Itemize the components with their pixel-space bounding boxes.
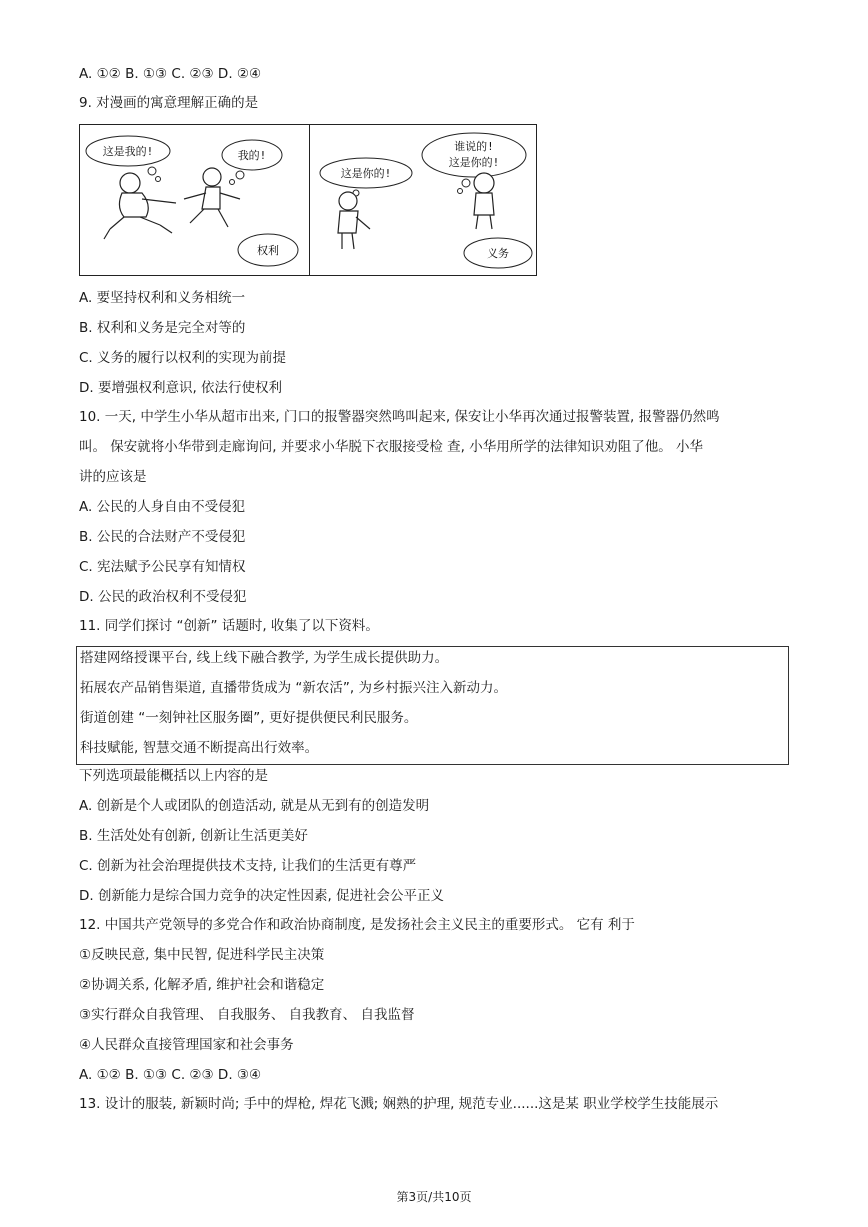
right-bubble-2-line1: 谁说的! [454, 140, 494, 153]
q10-option-b: B. 公民的合法财产不受侵犯 [79, 529, 246, 545]
page-footer: 第3页/共10页 [396, 1190, 472, 1204]
q11-option-d: D. 创新能力是综合国力竞争的决定性因素, 促进社会公平正义 [79, 888, 445, 904]
q9-comic [79, 124, 537, 276]
q10-option-c: C. 宪法赋予公民享有知情权 [79, 559, 246, 575]
q13-stem: 13. 设计的服装, 新颖时尚; 手中的焊枪, 焊花飞溅; 娴熟的护理, 规范专业......这是某 职业学校学生技能展示 [79, 1096, 719, 1112]
q9-option-b: B. 权利和义务是完全对等的 [79, 320, 246, 336]
q12-item-4: ④人民群众直接管理国家和社会事务 [79, 1037, 294, 1053]
q11-material-1: 搭建网络授课平台, 线上线下融合教学, 为学生成长提供助力。 [80, 650, 449, 666]
right-bubble-2-line2: 这是你的! [448, 156, 500, 169]
q11-material-3: 街道创建 “一刻钟社区服务圈”, 更好提供便民利民服务。 [80, 710, 418, 726]
figure-right-standing-2 [474, 173, 494, 229]
q10-stem-line-1: 10. 一天, 中学生小华从超市出来, 门口的报警器突然鸣叫起来, 保安让小华再次通过报警装置, 报警器仍然鸣 [79, 409, 720, 425]
q9-stem: 9. 对漫画的寓意理解正确的是 [79, 95, 259, 111]
q9-option-a: A. 要坚持权利和义务相统一 [79, 290, 246, 306]
q11-option-b: B. 生活处处有创新, 创新让生活更美好 [79, 828, 308, 844]
q11-material-2: 拓展农产品销售渠道, 直播带货成为 “新农活”, 为乡村振兴注入新动力。 [80, 680, 507, 696]
q12-item-2: ②协调关系, 化解矛盾, 维护社会和谐稳定 [79, 977, 325, 993]
q11-materials-box [76, 646, 789, 765]
figure-left-runner-2 [184, 168, 240, 227]
q9-option-c: C. 义务的履行以权利的实现为前提 [79, 350, 287, 366]
q11-stem: 11. 同学们探讨 “创新” 话题时, 收集了以下资料。 [79, 618, 379, 634]
q12-item-3: ③实行群众自我管理、 自我服务、 自我教育、 自我监督 [79, 1007, 415, 1023]
figure-right-standing-1 [338, 192, 370, 249]
q10-option-a: A. 公民的人身自由不受侵犯 [79, 499, 246, 515]
right-panel-label: 义务 [487, 247, 509, 260]
q10-stem-line-3: 讲的应该是 [79, 469, 147, 485]
comic-drawing [80, 125, 536, 275]
left-bubble-1-text: 这是我的! [102, 145, 154, 158]
q11-option-a: A. 创新是个人或团队的创造活动, 就是从无到有的创造发明 [79, 798, 430, 814]
q10-option-d: D. 公民的政治权利不受侵犯 [79, 589, 247, 605]
right-bubble-1-text: 这是你的! [340, 167, 392, 180]
q11-option-c: C. 创新为社会治理提供技术支持, 让我们的生活更有尊严 [79, 858, 417, 874]
q11-material-4: 科技赋能, 智慧交通不断提高出行效率。 [80, 740, 319, 756]
q12-item-1: ①反映民意, 集中民智, 促进科学民主决策 [79, 947, 325, 963]
q8-options: A. ①② B. ①③ C. ②③ D. ②④ [79, 66, 262, 82]
q10-stem-line-2: 叫。 保安就将小华带到走廊询问, 并要求小华脱下衣服接受检 查, 小华用所学的法律知识劝阻了他。 小华 [79, 439, 704, 455]
left-bubble-2-text: 我的! [237, 149, 267, 162]
q12-stem: 12. 中国共产党领导的多党合作和政治协商制度, 是发扬社会主义民主的重要形式。 它有 利于 [79, 917, 635, 933]
q11-question: 下列选项最能概括以上内容的是 [79, 768, 268, 784]
left-panel-label: 权利 [257, 244, 279, 257]
figure-left-runner [104, 173, 176, 239]
q12-options: A. ①② B. ①③ C. ②③ D. ③④ [79, 1067, 262, 1083]
q9-option-d: D. 要增强权利意识, 依法行使权利 [79, 380, 283, 396]
